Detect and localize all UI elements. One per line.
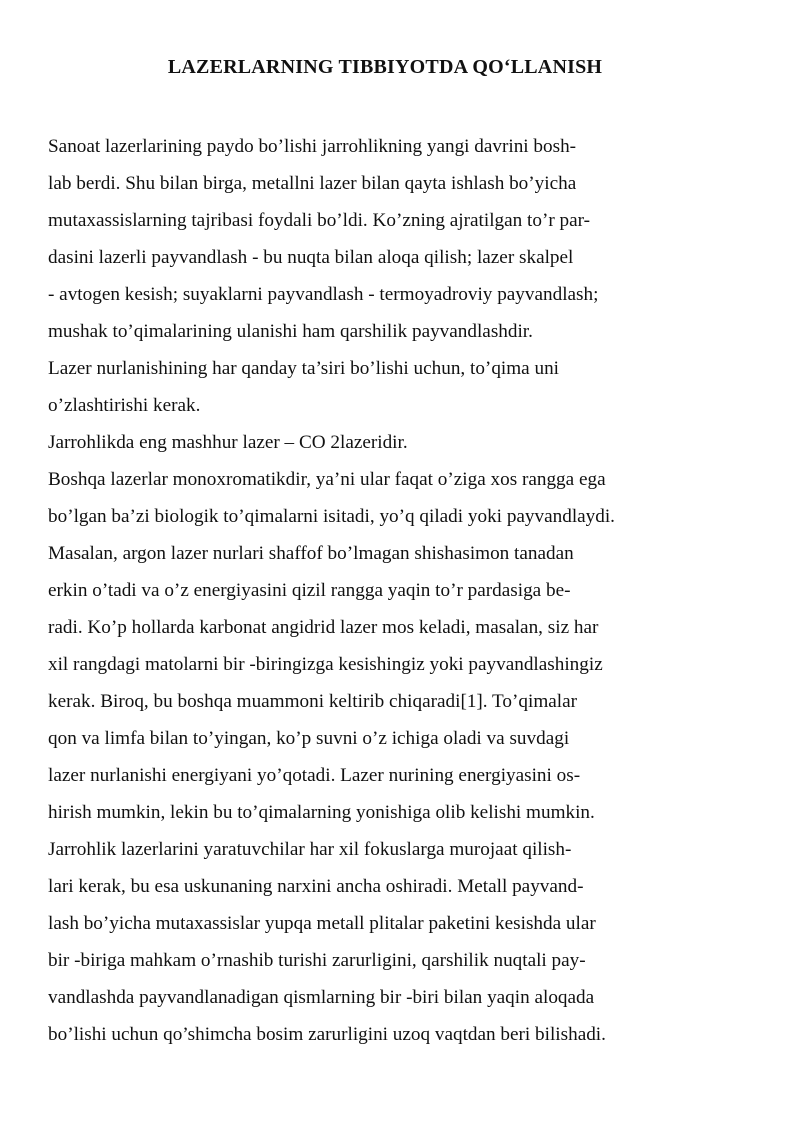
text-line: Boshqa lazerlar monoxromatikdir, ya’ni ular faqat o’ziga xos rangga ega: [48, 469, 606, 490]
text-line: xil rangdagi matolarni bir -biringizga kesishingiz yoki payvandlashingiz: [48, 654, 603, 675]
text-line: erkin o’tadi va o’z energiyasini qizil rangga yaqin to’r pardasiga be-: [48, 580, 571, 601]
text-line: lari kerak, bu esa uskunaning narxini ancha oshiradi. Metall payvand-: [48, 876, 584, 897]
text-line: lazer nurlanishi energiyani yo’qotadi. Lazer nurining energiyasini os-: [48, 765, 581, 786]
text-line: mushak to’qimalarining ulanishi ham qarshilik payvandlashdir.: [48, 321, 533, 342]
text-line: lash bo’yicha mutaxassislar yupqa metall plitalar paketini kesishda ular: [48, 913, 596, 934]
text-line: Masalan, argon lazer nurlari shaffof bo’lmagan shishasimon tanadan: [48, 543, 574, 564]
text-line: dasini lazerli payvandlash - bu nuqta bilan aloqa qilish; lazer skalpel: [48, 247, 574, 268]
text-line: Jarrohlikda eng mashhur lazer – CO 2lazeridir.: [48, 432, 408, 453]
text-line: lab berdi. Shu bilan birga, metallni lazer bilan qayta ishlash bo’yicha: [48, 173, 577, 194]
text-line: Lazer nurlanishining har qanday ta’siri bo’lishi uchun, to’qima uni: [48, 358, 560, 379]
text-line: bo’lgan ba’zi biologik to’qimalarni isitadi, yo’q qiladi yoki payvandlaydi.: [48, 506, 615, 527]
text-line: hirish mumkin, lekin bu to’qimalarning yonishiga olib kelishi mumkin.: [48, 802, 595, 823]
document-title: LAZERLARNING TIBBIYOTDA QO‘LLANISH: [167, 56, 603, 78]
document-body: [48, 134, 768, 1059]
text-line: vandlashda payvandlanadigan qismlarning bir -biri bilan yaqin aloqada: [48, 987, 595, 1008]
text-line: bir -biriga mahkam o’rnashib turishi zarurligini, qarshilik nuqtali pay-: [48, 950, 586, 971]
text-line: Jarrohlik lazerlarini yaratuvchilar har xil fokuslarga murojaat qilish-: [48, 839, 572, 860]
text-line: o’zlashtirishi kerak.: [48, 395, 201, 416]
text-line: Sanoat lazerlarining paydo bo’lishi jarrohlikning yangi davrini bosh-: [48, 136, 577, 157]
text-line: - avtogen kesish; suyaklarni payvandlash - termoyadroviy payvandlash;: [48, 284, 599, 305]
text-line: bo’lishi uchun qo’shimcha bosim zarurligini uzoq vaqtdan beri bilishadi.: [48, 1024, 606, 1045]
text-line: qon va limfa bilan to’yingan, ko’p suvni o’z ichiga oladi va suvdagi: [48, 728, 570, 749]
text-line: mutaxassislarning tajribasi foydali bo’ldi. Ko’zning ajratilgan to’r par-: [48, 210, 591, 231]
text-line: kerak. Biroq, bu boshqa muammoni keltirib chiqaradi[1]. To’qimalar: [48, 691, 578, 712]
text-line: radi. Ko’p hollarda karbonat angidrid lazer mos keladi, masalan, siz har: [48, 617, 599, 638]
